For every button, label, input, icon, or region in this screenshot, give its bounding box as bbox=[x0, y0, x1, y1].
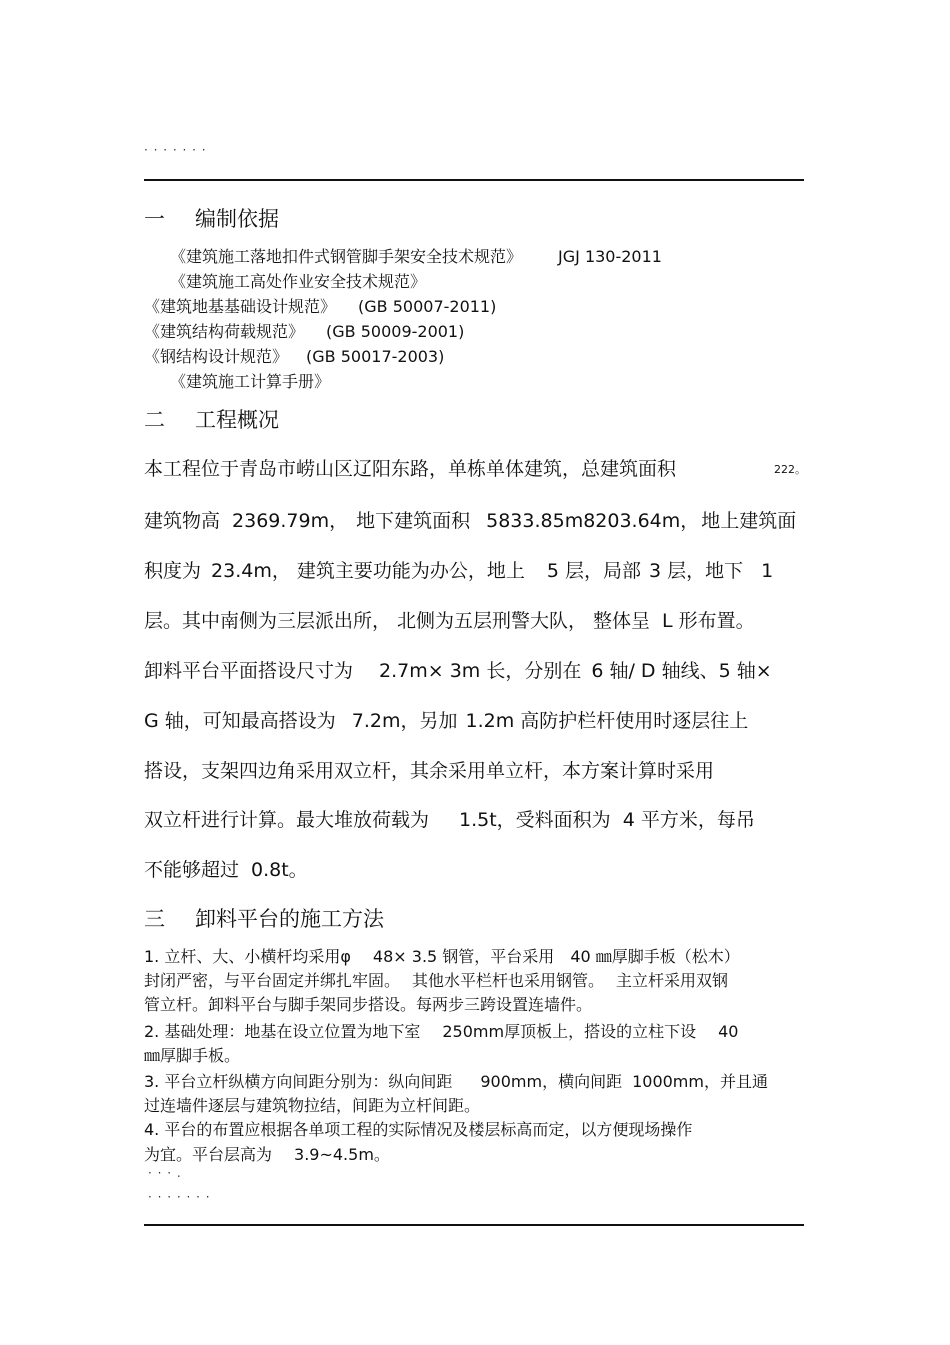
method-text: 主立杆采用双钢 bbox=[616, 971, 729, 990]
overview-line bbox=[144, 756, 714, 783]
overview-text: 1.5t，受料面积为 bbox=[459, 809, 611, 831]
method-line bbox=[144, 1069, 768, 1092]
method-text: 4. 平台的布置应根据各单项工程的实际情况及楼层标高而定，以方便现场操作 bbox=[144, 1120, 693, 1139]
overview-text: 1.2m 高防护栏杆使用时逐层往上 bbox=[465, 710, 749, 732]
method-line bbox=[144, 1043, 240, 1066]
reference-name: 《建筑结构荷载规范》 bbox=[144, 322, 305, 341]
method-line bbox=[144, 992, 592, 1015]
overview-line bbox=[144, 805, 755, 832]
method-text: 250mm厚顶板上，搭设的立柱下设 bbox=[442, 1022, 697, 1041]
method-text: 其他水平栏杆也采用钢管。 bbox=[412, 971, 605, 990]
overview-text: 6 轴/ D 轴线、5 轴× bbox=[591, 660, 772, 682]
overview-line bbox=[144, 706, 748, 733]
overview-text: 地上建筑面 bbox=[701, 510, 797, 532]
overview-text: 层。其中南侧为三层派出所， bbox=[144, 610, 392, 632]
bottom-rule bbox=[144, 1224, 804, 1226]
method-text: 900mm，横向间距 bbox=[480, 1072, 623, 1091]
overview-text: 5 层，局部 bbox=[546, 560, 641, 582]
reference-name: 《建筑施工计算手册》 bbox=[170, 372, 331, 391]
reference-name: 《建筑施工落地扣件式钢管脚手架安全技术规范》 bbox=[170, 247, 523, 266]
overview-text: 1 bbox=[761, 560, 774, 582]
method-line bbox=[144, 968, 728, 991]
overview-text: 7.2m，另加 bbox=[351, 710, 458, 732]
section2-number: 二 bbox=[144, 408, 165, 432]
overview-text: 2369.79m， bbox=[232, 510, 349, 532]
reference-item bbox=[170, 244, 662, 267]
method-text: 3. 平台立杆纵横方向间距分别为：纵向间距 bbox=[144, 1072, 453, 1091]
reference-item bbox=[144, 294, 496, 317]
section3-number: 三 bbox=[144, 907, 165, 931]
overview-line bbox=[144, 556, 773, 583]
overview-line bbox=[144, 855, 308, 882]
overview-text: 0.8t。 bbox=[251, 859, 308, 881]
reference-item bbox=[170, 269, 426, 292]
reference-code: (GB 50017-2003) bbox=[306, 347, 445, 366]
overview-text: 5833.85m8203.64m， bbox=[486, 510, 700, 532]
footer-dots-long: · · · · · · · bbox=[148, 1190, 211, 1204]
overview-text: G 轴，可知最高搭设为 bbox=[144, 710, 336, 732]
overview-text: 积度为 bbox=[144, 560, 202, 582]
method-text: 为宜。平台层高为 bbox=[144, 1145, 273, 1164]
overview-text: 整体呈 bbox=[593, 610, 651, 632]
reference-item bbox=[144, 319, 464, 342]
method-line bbox=[144, 1142, 390, 1165]
reference-name: 《建筑施工高处作业安全技术规范》 bbox=[170, 272, 427, 291]
section3-title: 卸料平台的施工方法 bbox=[195, 907, 384, 931]
reference-code: (GB 50007-2011) bbox=[358, 297, 497, 316]
overview-line bbox=[144, 606, 755, 633]
overview-text: L 形布置。 bbox=[662, 610, 755, 632]
method-text: 48× 3.5 钢管，平台采用 bbox=[372, 947, 555, 966]
method-line bbox=[144, 1019, 738, 1042]
overview-text: 双立杆进行计算。最大堆放荷载为 bbox=[144, 809, 430, 831]
section2-heading bbox=[144, 404, 279, 434]
overview-text: 3 层，地下 bbox=[649, 560, 744, 582]
overview-line bbox=[144, 454, 676, 481]
section1-heading bbox=[144, 203, 279, 233]
reference-item bbox=[170, 369, 330, 392]
reference-item bbox=[144, 344, 444, 367]
section1-title: 编制依据 bbox=[195, 207, 279, 231]
overview-text: 北侧为五层刑警大队， bbox=[397, 610, 588, 632]
overview-line bbox=[144, 506, 796, 533]
overview-line bbox=[144, 656, 772, 683]
method-text: 管立杆。卸料平台与脚手架同步搭设。每两步三跨设置连墙件。 bbox=[144, 995, 593, 1014]
overview-superscript bbox=[774, 461, 806, 477]
method-text: 封闭严密，与平台固定并绑扎牢固。 bbox=[144, 971, 401, 990]
method-text: 1000mm，并且通 bbox=[632, 1072, 768, 1091]
method-line bbox=[144, 944, 740, 967]
reference-name: 《钢结构设计规范》 bbox=[144, 347, 289, 366]
method-text: ㎜厚脚手板。 bbox=[144, 1046, 241, 1065]
overview-text: 地下建筑面积 bbox=[356, 510, 471, 532]
reference-code: JGJ 130-2011 bbox=[558, 247, 662, 266]
section1-number: 一 bbox=[144, 207, 165, 231]
method-text: 3.9~4.5m。 bbox=[294, 1145, 390, 1164]
overview-text: 搭设，支架四边角采用双立杆，其余采用单立杆，本方案计算时采用 bbox=[144, 760, 715, 782]
method-text: 40 ㎜厚脚手板（松木） bbox=[570, 947, 740, 966]
overview-text: 222。 bbox=[774, 463, 806, 476]
reference-name: 《建筑地基基础设计规范》 bbox=[144, 297, 337, 316]
section3-heading bbox=[144, 903, 384, 933]
overview-text: 建筑主要功能为办公，地上 bbox=[296, 560, 525, 582]
overview-text: 卸料平台平面搭设尺寸为 bbox=[144, 660, 354, 682]
overview-text: 不能够超过 bbox=[144, 859, 240, 881]
method-text: 1. 立杆、大、小横杆均采用φ bbox=[144, 947, 351, 966]
header-dots: · · · · · · · bbox=[144, 143, 207, 157]
overview-text: 本工程位于青岛市崂山区辽阳东路，单栋单体建筑，总建筑面积 bbox=[144, 458, 677, 480]
top-rule bbox=[144, 179, 804, 181]
section2-title: 工程概况 bbox=[195, 408, 279, 432]
overview-text: 4 平方米，每吊 bbox=[622, 809, 755, 831]
method-line bbox=[144, 1093, 480, 1116]
method-text: 40 bbox=[718, 1022, 739, 1041]
overview-text: 建筑物高 bbox=[144, 510, 221, 532]
footer-dots-short: · · · . bbox=[148, 1166, 182, 1180]
overview-text: 2.7m× 3m 长，分别在 bbox=[379, 660, 582, 682]
overview-text: 23.4m， bbox=[211, 560, 291, 582]
method-line bbox=[144, 1117, 692, 1140]
method-text: 过连墙件逐层与建筑物拉结，间距为立杆间距。 bbox=[144, 1096, 481, 1115]
method-text: 2. 基础处理：地基在设立位置为地下室 bbox=[144, 1022, 421, 1041]
reference-code: (GB 50009-2001) bbox=[326, 322, 465, 341]
